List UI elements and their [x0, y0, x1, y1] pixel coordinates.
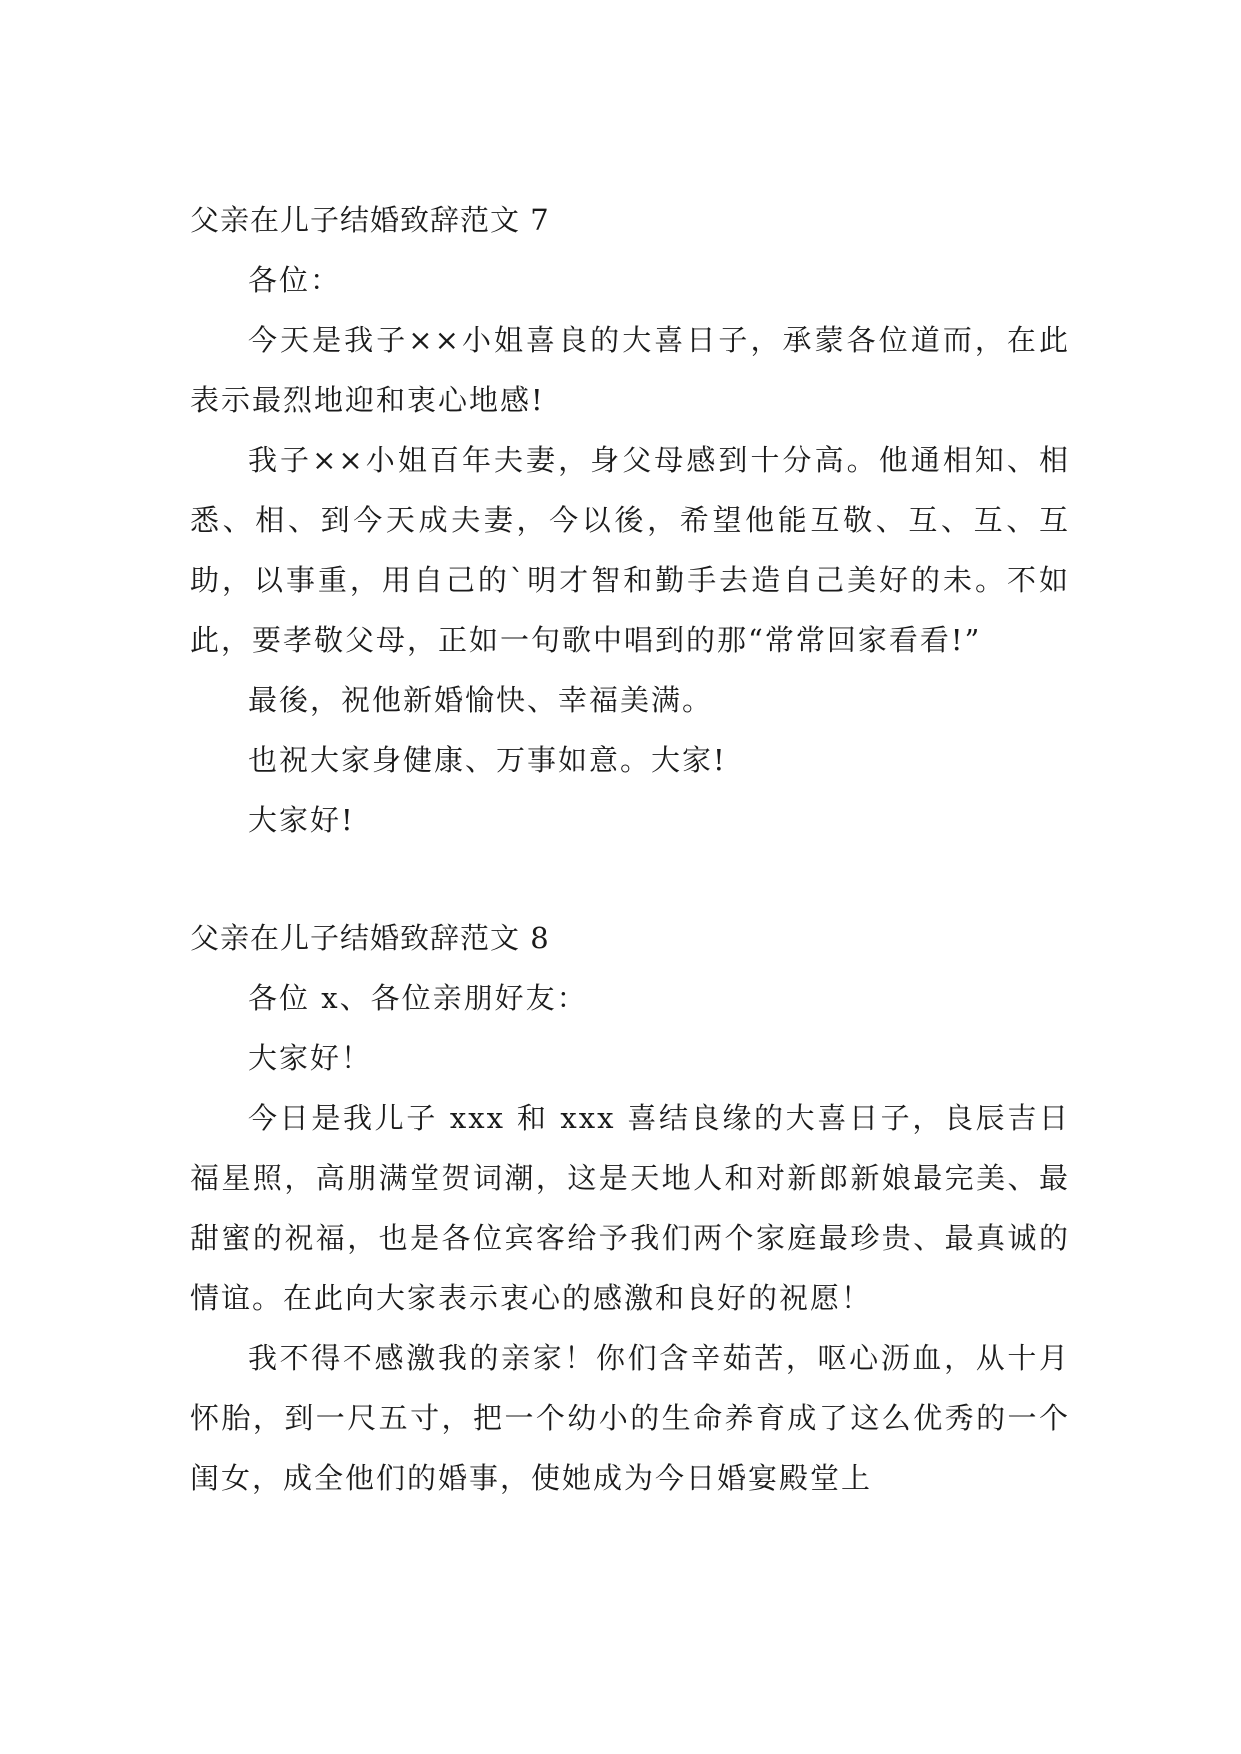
- paragraph: 大家好!: [248, 803, 355, 837]
- paragraph: 今日是我儿子 xxx 和 xxx 喜结良缘的大喜日子，良辰吉日福星照，高朋满堂贺词潮，这是天地人和对新郎新娘最完美、最甜蜜的祝福，也是各位宾客给予我们两个家庭最珍贵、最真诚的情谊。在此向大家表示衷心的感激和良好的祝愿！: [190, 1101, 1070, 1315]
- paragraph: 各位 x、各位亲朋好友：: [248, 981, 588, 1015]
- paragraph: 我不得不感激我的亲家！你们含辛茹苦，呕心沥血，从十月怀胎，到一尺五寸，把一个幼小的生命养育成了这么优秀的一个闺女，成全他们的婚事，使她成为今日婚宴殿堂上: [190, 1341, 1070, 1495]
- paragraph: 也祝大家身健康、万事如意。大家!: [248, 743, 727, 777]
- paragraph: 最後，祝他新婚愉快、幸福美满。: [248, 683, 714, 717]
- paragraph: 大家好！: [248, 1041, 373, 1075]
- document-body: [190, 190, 1070, 1508]
- paragraph: 各位：: [248, 263, 342, 297]
- paragraph: 我子××小姐百年夫妻，身父母感到十分高。他通相知、相悉、相、到今天成夫妻，今以後，希望他能互敬、互、互、互助，以事重，用自己的`明才智和勤手去造自己美好的未。不如此，要孝敬父母，正如一句歌中唱到的那“常常回家看看!”: [190, 443, 1070, 657]
- section-title: 父亲在儿子结婚致辞范文 7: [190, 203, 550, 237]
- speech-section-8: [190, 908, 1070, 1508]
- speech-section-7: [190, 190, 1070, 850]
- paragraph: 今天是我子××小姐喜良的大喜日子，承蒙各位道而，在此表示最烈地迎和衷心地感!: [190, 323, 1070, 417]
- section-title: 父亲在儿子结婚致辞范文 8: [190, 921, 550, 955]
